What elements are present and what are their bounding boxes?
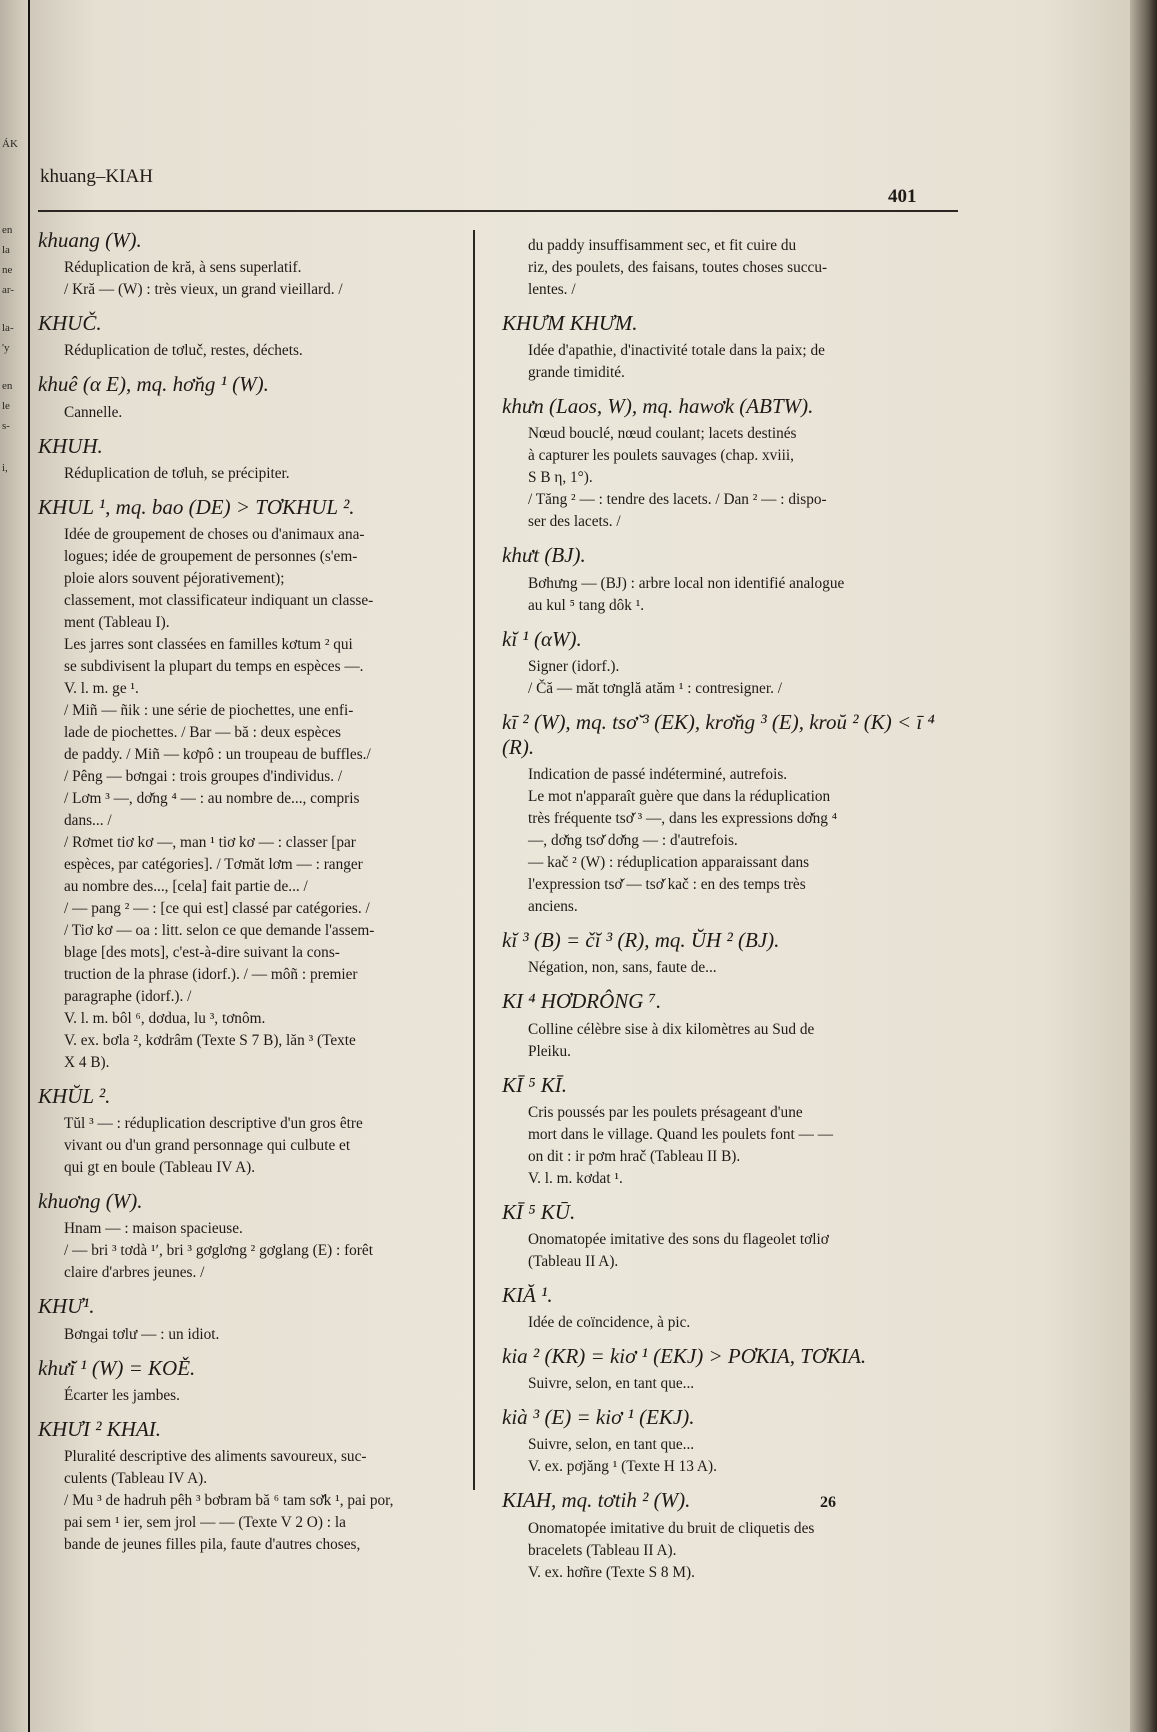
entry-line: S B η, 1°). xyxy=(528,469,593,487)
entry-line: classement, mot classificateur indiquant un classe- xyxy=(64,591,374,609)
entry-line: Écarter les jambes. xyxy=(64,1386,180,1404)
entry-line: se subdivisent la plupart du temps en espèces —. xyxy=(64,657,364,675)
entry-line: V. ex. bơla ², kơdrâm (Texte S 7 B), lăn ³ (Texte xyxy=(64,1031,356,1049)
entry-line: Cris poussés par les poulets présageant d'une xyxy=(528,1103,803,1121)
entry-line: bande de jeunes filles pila, faute d'autres choses, xyxy=(64,1535,361,1553)
margin-fragment: i, xyxy=(2,462,8,474)
dictionary-entry xyxy=(502,311,950,382)
entry-line: V. ex. hơñre (Texte S 8 M). xyxy=(528,1563,695,1581)
entry-line: Tŭl ³ — : réduplication descriptive d'un gros être xyxy=(64,1115,363,1133)
entry-line: qui gt en boule (Tableau IV A). xyxy=(64,1159,256,1177)
entry-headword: KI ⁴ HƠDRÔNG ⁷. xyxy=(502,989,662,1014)
entry-headword: khưt (BJ). xyxy=(502,543,586,568)
entry-line: bracelets (Tableau II A). xyxy=(528,1541,677,1559)
entry-headword: KHUL ¹, mq. bao (DE) > TƠKHUL ². xyxy=(38,494,355,519)
dictionary-entry xyxy=(502,1283,950,1332)
left-page-edge xyxy=(0,0,28,1732)
entry-headword: kià ³ (E) = kiơ ¹ (EKJ). xyxy=(502,1405,695,1430)
column-divider xyxy=(473,230,475,1490)
margin-fragment: la- xyxy=(2,322,14,334)
dictionary-entry xyxy=(38,1294,463,1343)
entry-line: claire d'arbres jeunes. / xyxy=(64,1264,205,1282)
entry-line: Les jarres sont classées en familles kơtum ² qui xyxy=(64,635,353,653)
entry-headword: khuê (α E), mq. hơ̆ng ¹ (W). xyxy=(38,372,269,397)
entry-line: / Tăng ² — : tendre des lacets. / Dan ² — : dispo- xyxy=(528,491,827,509)
dictionary-entry xyxy=(502,1344,950,1393)
dictionary-entry xyxy=(38,228,463,299)
left-column xyxy=(38,228,463,1566)
entry-line: Négation, non, sans, faute de... xyxy=(528,959,717,977)
dictionary-entry xyxy=(502,710,950,916)
entry-headword: kia ² (KR) = kiơ ¹ (EKJ) > PƠKIA, TƠKIA. xyxy=(502,1344,867,1369)
entry-line: au nombre des..., [cela] fait partie de... / xyxy=(64,877,308,895)
dictionary-entry xyxy=(38,434,463,483)
entry-line: mort dans le village. Quand les poulets font — — xyxy=(528,1125,834,1143)
entry-line: / Kră — (W) : très vieux, un grand vieillard. / xyxy=(64,281,343,299)
dictionary-entry xyxy=(38,1189,463,1282)
entry-line: Colline célèbre sise à dix kilomètres au Sud de xyxy=(528,1020,815,1038)
entry-line: Onomatopée imitative du bruit de cliquetis des xyxy=(528,1519,815,1537)
entry-line: l'expression tsơ̆ — tsơ̆ kač : en des temps très xyxy=(528,876,806,894)
dictionary-entry xyxy=(502,1073,950,1188)
entry-line: Hnam — : maison spacieuse. xyxy=(64,1220,243,1238)
entry-line: très fréquente tsơ̆ ³ —, dans les expressions dơ̆ng ⁴ xyxy=(528,810,838,828)
entry-line: ment (Tableau I). xyxy=(64,613,170,631)
right-column xyxy=(502,236,950,1594)
entry-line: de paddy. / Miñ — kơpô : un troupeau de buffles./ xyxy=(64,745,371,763)
entry-line: ser des lacets. / xyxy=(528,513,621,531)
signature-mark: 26 xyxy=(820,1494,836,1511)
header-rule xyxy=(38,210,958,212)
entry-line: V. ex. pơjăng ¹ (Texte H 13 A). xyxy=(528,1458,717,1476)
entry-headword: KHƯM KHƯM. xyxy=(502,311,638,335)
entry-headword: KĪ ⁵ KĪ. xyxy=(502,1072,568,1097)
dictionary-entry xyxy=(38,372,463,421)
margin-fragment: ne xyxy=(2,264,13,276)
entry-line: lentes. / xyxy=(528,281,576,298)
entry-line: X 4 B). xyxy=(64,1053,110,1071)
entry-line: Le mot n'apparaît guère que dans la réduplication xyxy=(528,788,831,806)
dictionary-entry xyxy=(38,495,463,1072)
entry-line: Pleiku. xyxy=(528,1042,571,1060)
dictionary-entry xyxy=(502,394,950,531)
entry-headword: KHƯ¹. xyxy=(38,1294,95,1319)
margin-fragment: s- xyxy=(2,420,10,432)
entry-headword: KHUH. xyxy=(38,433,103,458)
entry-line: Réduplication de kră, à sens superlatif. xyxy=(64,259,302,277)
entry-line: —, dơ̆ng tsơ̆ dơ̆ng — : d'autrefois. xyxy=(528,832,738,850)
entry-headword: khuang (W). xyxy=(38,228,142,252)
entry-line: anciens. xyxy=(528,898,578,916)
entry-line: Indication de passé indéterminé, autrefois. xyxy=(528,766,788,784)
margin-fragment: en xyxy=(2,224,13,236)
entry-line: Bơngai tơlư — : un idiot. xyxy=(64,1325,220,1343)
dictionary-entry xyxy=(38,1417,463,1554)
entry-line: paragraphe (idorf.). / xyxy=(64,987,192,1005)
entry-line: / — pang ² — : [ce qui est] classé par catégories. / xyxy=(64,899,370,917)
entry-line: on dit : ir pơm hrač (Tableau II B). xyxy=(528,1147,741,1165)
entry-line: Réduplication de tơluh, se précipiter. xyxy=(64,464,290,482)
entry-line: au kul ⁵ tang dôk ¹. xyxy=(528,596,645,614)
entry-headword: KIAH, mq. tơtih ² (W). xyxy=(502,1488,691,1513)
margin-fragment: la xyxy=(2,244,10,256)
entry-line: Nœud bouclé, nœud coulant; lacets destinés xyxy=(528,425,797,443)
entry-headword: KHUČ. xyxy=(38,311,102,336)
entry-line: Signer (idorf.). xyxy=(528,657,620,675)
entry-line: / Rơmet tiơ kơ —, man ¹ tiơ kơ — : classer [par xyxy=(64,833,356,851)
running-header: khuang–KIAH xyxy=(40,166,153,187)
entry-line: / Pêng — bơngai : trois groupes d'individus. / xyxy=(64,767,343,785)
entry-line: / — bri ³ tơdà ¹ʹ, bri ³ gơglơng ² gơglang (E) : forêt xyxy=(64,1242,373,1260)
entry-headword: kī ² (W), mq. tsơ̆ ³ (EK), krơ̆ng ³ (E), kroŭ ² (K) < ī ⁴ (R). xyxy=(502,709,935,759)
entry-headword: KĪ ⁵ KŪ. xyxy=(502,1199,576,1224)
entry-line: dans... / xyxy=(64,811,112,829)
entry-line: V. l. m. ge ¹. xyxy=(64,679,139,697)
entry-line: espèces, par catégories]. / Tơmăt lơm — : ranger xyxy=(64,855,363,873)
entry-line: / Lơm ³ —, dơ̆ng ⁴ — : au nombre de..., compris xyxy=(64,789,360,807)
entry-headword: khuơng (W). xyxy=(38,1189,143,1214)
entry-line: (Tableau II A). xyxy=(528,1252,619,1270)
entry-headword: khư̆i ¹ (W) = KOĚ. xyxy=(38,1355,196,1380)
margin-fragment: le xyxy=(2,400,10,412)
entry-line: à capturer les poulets sauvages (chap. xviii, xyxy=(528,447,794,465)
dictionary-entry xyxy=(502,543,950,614)
entry-line: — kač ² (W) : réduplication apparaissant dans xyxy=(528,854,810,872)
entry-line: grande timidité. xyxy=(528,364,625,382)
entry-headword: kĭ ¹ (αW). xyxy=(502,626,582,651)
entry-line: V. l. m. kơdat ¹. xyxy=(528,1169,623,1187)
dictionary-entry xyxy=(502,236,950,299)
entry-headword: khưn (Laos, W), mq. hawơk (ABTW). xyxy=(502,394,814,419)
entry-line: Bơhưng — (BJ) : arbre local non identifié analogue xyxy=(528,574,845,592)
dictionary-entry xyxy=(502,1405,950,1476)
entry-line: truction de la phrase (idorf.). / — môñ : premier xyxy=(64,965,358,983)
entry-line: V. l. m. bôl ⁶, dơdua, lu ³, tơnôm. xyxy=(64,1009,266,1027)
entry-line: Pluralité descriptive des aliments savoureux, suc- xyxy=(64,1447,367,1465)
entry-line: Idée de groupement de choses ou d'animaux ana- xyxy=(64,525,365,543)
dictionary-entry xyxy=(38,311,463,360)
margin-fragment: ÁK xyxy=(2,138,18,150)
entry-headword: KHƯI ² KHAI. xyxy=(38,1416,162,1441)
dictionary-entry xyxy=(38,1084,463,1177)
entry-line: logues; idée de groupement de personnes (s'em- xyxy=(64,547,358,565)
entry-line: Suivre, selon, en tant que... xyxy=(528,1375,695,1393)
page-number: 401 xyxy=(888,186,917,207)
entry-line: du paddy insuffisamment sec, et fit cuire du xyxy=(528,237,797,254)
entry-line: pai sem ¹ ier, sem jrol — — (Texte V 2 O) : la xyxy=(64,1513,346,1531)
page-edge-shadow xyxy=(1130,0,1157,1732)
entry-line: Suivre, selon, en tant que... xyxy=(528,1436,695,1454)
entry-line: / Miñ — ñik : une série de piochettes, une enfi- xyxy=(64,701,354,719)
entry-line: blage [des mots], c'est-à-dire suivant la cons- xyxy=(64,943,340,961)
entry-line: Idée d'apathie, d'inactivité totale dans la paix; de xyxy=(528,342,825,360)
margin-fragment: ar- xyxy=(2,284,14,296)
entry-line: culents (Tableau IV A). xyxy=(64,1469,208,1487)
entry-line: Idée de coïncidence, à pic. xyxy=(528,1314,691,1332)
entry-line: Cannelle. xyxy=(64,403,123,421)
dictionary-entry xyxy=(502,1488,950,1581)
entry-line: ploie alors souvent péjorativement); xyxy=(64,569,285,587)
dictionary-entry xyxy=(502,989,950,1060)
entry-line: lade de piochettes. / Bar — bă : deux espèces xyxy=(64,723,341,741)
entry-line: riz, des poulets, des faisans, toutes choses succu- xyxy=(528,259,828,276)
dictionary-entry xyxy=(502,928,950,977)
entry-line: / Čă — măt tơnglă atăm ¹ : contresigner. / xyxy=(528,679,782,697)
margin-fragment: 'y xyxy=(2,342,10,354)
entry-line: Réduplication de tơluč, restes, déchets. xyxy=(64,342,303,360)
entry-line: / Tiơ kơ — oa : litt. selon ce que demande l'assem- xyxy=(64,921,375,939)
entry-headword: KIĂ ¹. xyxy=(502,1282,553,1307)
dictionary-entry xyxy=(502,627,950,698)
entry-line: vivant ou d'un grand personnage qui culbute et xyxy=(64,1137,351,1155)
margin-fragment: en xyxy=(2,380,13,392)
dictionary-entry xyxy=(38,1356,463,1405)
entry-headword: KHŬL ². xyxy=(38,1083,111,1108)
entry-line: / Mu ³ de hadruh pêh ³ bơbram bă ⁶ tam sơ̆k ¹, pai por, xyxy=(64,1491,394,1509)
entry-line: Onomatopée imitative des sons du flageolet tơliơ xyxy=(528,1230,829,1248)
entry-headword: kĭ ³ (B) = čĭ ³ (R), mq. ŬH ² (BJ). xyxy=(502,928,780,953)
dictionary-entry xyxy=(502,1200,950,1271)
